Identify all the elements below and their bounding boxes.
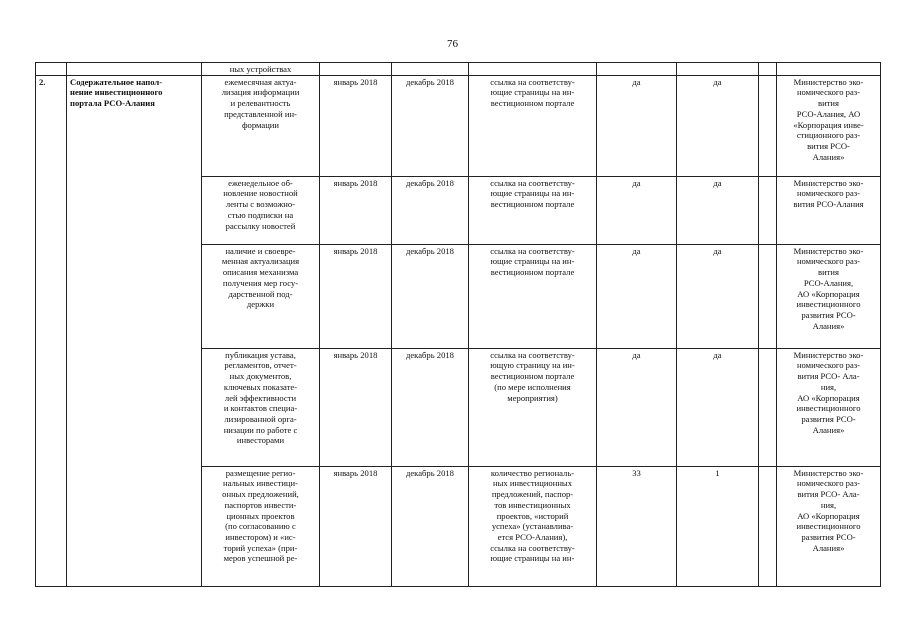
cell-responsible: Министерство эко- номического раз- вития РСО- Ала- ния, АО «Корпорация инвестиционного развития РСО- Алания»	[777, 466, 881, 586]
cell-value-b: да	[677, 244, 759, 348]
cell-start: январь 2018	[320, 75, 392, 176]
cell-result	[469, 63, 597, 76]
cell-spacer	[759, 348, 777, 466]
cell-result: ссылка на соответству- ющие страницы на ин- вестиционном портале	[469, 75, 597, 176]
cell-spacer	[759, 63, 777, 76]
cell-spacer	[759, 176, 777, 244]
cell-num	[36, 63, 67, 76]
cell-responsible: Министерство эко- номического раз- вития РСО-Алания, АО «Корпорация инве- стиционного раз- вития РСО- Алания»	[777, 75, 881, 176]
cell-value-a	[597, 63, 677, 76]
cell-spacer	[759, 244, 777, 348]
cell-responsible: Министерство эко- номического раз- вития РСО-Алания	[777, 176, 881, 244]
cell-start: январь 2018	[320, 348, 392, 466]
cell-result: ссылка на соответству- ющие страницы на ин- вестиционном портале	[469, 176, 597, 244]
cell-value-b: да	[677, 176, 759, 244]
cell-result: ссылка на соответству- ющую страницу на ин- вестиционном портале (по мере исполнения мероприятия)	[469, 348, 597, 466]
cell-action: ежемесячная актуа- лизация информации и релевантность представленной ин- формации	[202, 75, 320, 176]
table-row-continuation	[36, 63, 881, 76]
cell-start: январь 2018	[320, 176, 392, 244]
cell-value-a: да	[597, 348, 677, 466]
table-row	[36, 75, 881, 176]
cell-task	[67, 63, 202, 76]
cell-result: количество региональ- ных инвестиционных предложений, паспор- тов инвестиционных проектов, «историй успеха» (устанавлива- ется РСО-Алания), ссылка на соответству- ющие страницы на ин-	[469, 466, 597, 586]
cell-value-b: да	[677, 75, 759, 176]
task-number: 2.	[36, 75, 67, 586]
cell-value-a: да	[597, 176, 677, 244]
cell-start	[320, 63, 392, 76]
cell-spacer	[759, 75, 777, 176]
cell-action: ных устройствах	[202, 63, 320, 76]
cell-value-b	[677, 63, 759, 76]
cell-start: январь 2018	[320, 466, 392, 586]
cell-responsible	[777, 63, 881, 76]
cell-end: декабрь 2018	[392, 75, 469, 176]
cell-responsible: Министерство эко- номического раз- вития РСО-Алания, АО «Корпорация инвестиционного развития РСО- Алания»	[777, 244, 881, 348]
cell-value-b: 1	[677, 466, 759, 586]
cell-end: декабрь 2018	[392, 244, 469, 348]
cell-end: декабрь 2018	[392, 466, 469, 586]
cell-end	[392, 63, 469, 76]
cell-start: январь 2018	[320, 244, 392, 348]
cell-action: наличие и своевре- менная актуализация описания механизма получения мер госу- дарственной под- держки	[202, 244, 320, 348]
task-title: Содержательное напол- нение инвестиционного портала РСО-Алания	[67, 75, 202, 586]
cell-value-a: да	[597, 75, 677, 176]
cell-responsible: Министерство эко- номического раз- вития РСО- Ала- ния, АО «Корпорация инвестиционного развития РСО- Алания»	[777, 348, 881, 466]
cell-spacer	[759, 466, 777, 586]
cell-end: декабрь 2018	[392, 176, 469, 244]
plan-table	[35, 62, 881, 587]
cell-value-a: 33	[597, 466, 677, 586]
cell-action: публикация устава, регламентов, отчет- ных документов, ключевых показате- лей эффективности и контактов специа- лизированной орга- низации по работе с инвесторами	[202, 348, 320, 466]
cell-action: еженедельное об- новление новостной ленты с возможно- стью подписки на рассылку новостей	[202, 176, 320, 244]
cell-result: ссылка на соответству- ющие страницы на ин- вестиционном портале	[469, 244, 597, 348]
cell-value-b: да	[677, 348, 759, 466]
cell-action: размещение регио- нальных инвестици- онных предложений, паспортов инвести- ционных проектов (по согласованию с инвестором) и «ис- торий успеха» (при- меров успешной ре-	[202, 466, 320, 586]
cell-end: декабрь 2018	[392, 348, 469, 466]
cell-value-a: да	[597, 244, 677, 348]
page-number: 76	[447, 38, 458, 50]
